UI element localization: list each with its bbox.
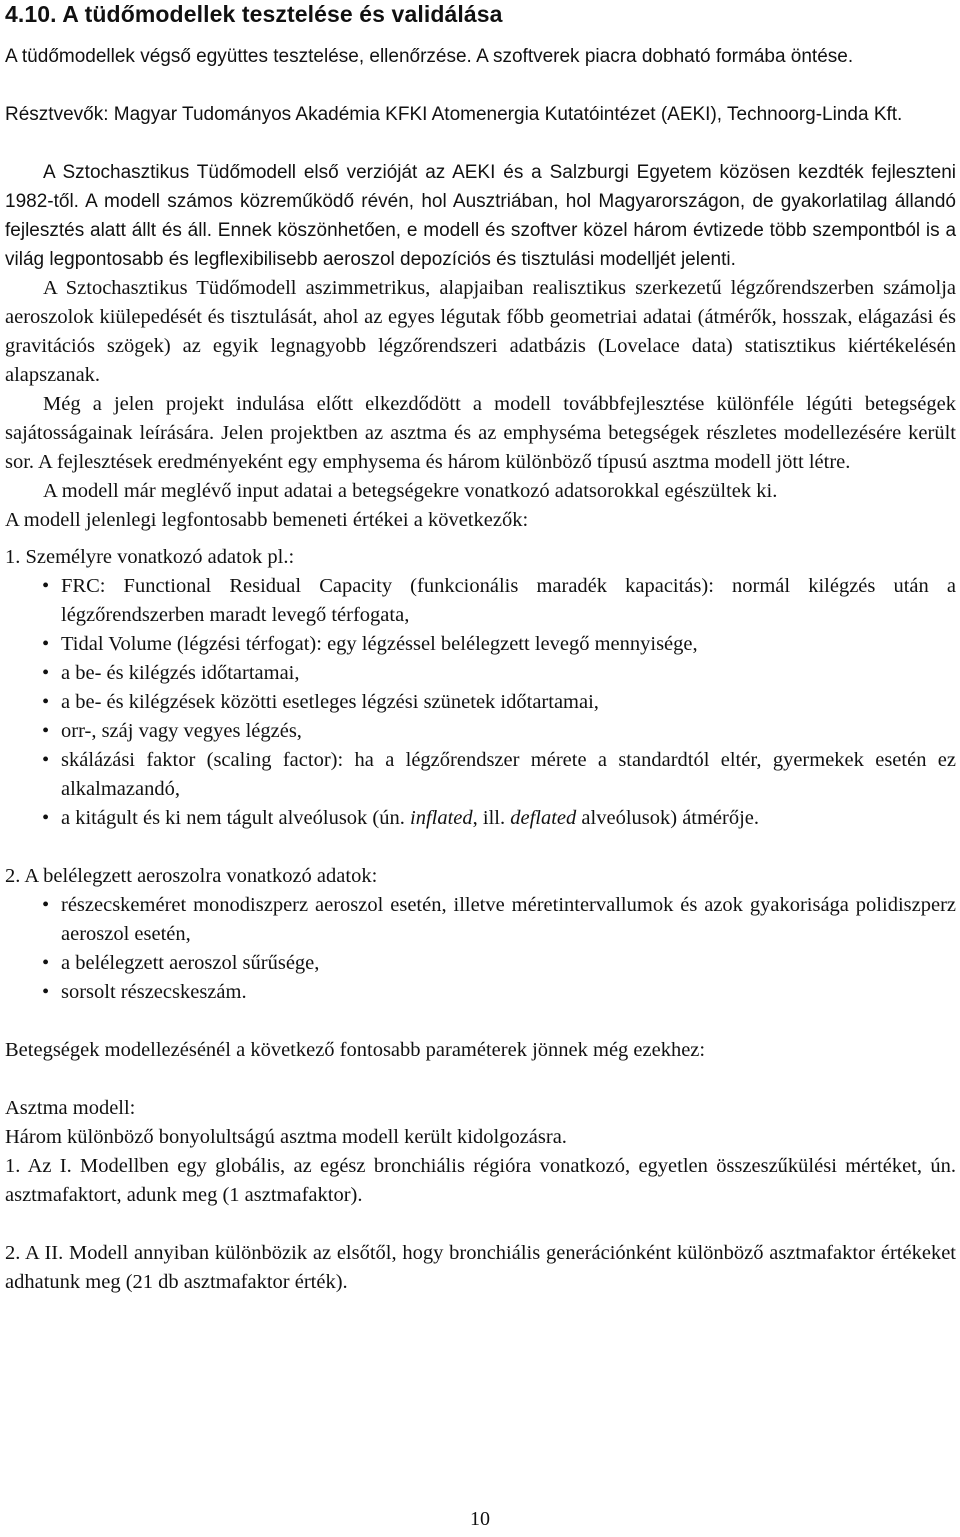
bullet-icon: •	[42, 894, 50, 916]
bullet-icon: •	[42, 691, 50, 713]
list-item-text: FRC: Functional Residual Capacity (funkcionális maradék kapacitás): normál kilégzés után a légzőrendszerben maradt levegő térfogata,	[61, 575, 956, 626]
paragraph-history	[5, 158, 956, 274]
list-item-text: orr-, száj vagy vegyes légzés,	[61, 720, 302, 742]
section-heading: 4.10. A tüdőmodellek tesztelése és validálása	[5, 1, 503, 27]
italic-term-inflated: inflated	[410, 807, 473, 829]
paragraph-input-values-intro: A modell jelenlegi legfontosabb bemeneti értékei a következők:	[5, 509, 529, 531]
list-item-text: Tidal Volume (légzési térfogat): egy légzéssel belélegzett levegő mennyisége,	[61, 633, 698, 655]
bullet-icon: •	[42, 633, 50, 655]
section-1-title: 1. Személyre vonatkozó adatok pl.:	[5, 546, 295, 568]
asthma-model-2: 2. A II. Modell annyiban különbözik az elsőtől, hogy bronchiális generációnként különböző asztmafaktor értékeket adhatunk meg (21 db asztmafaktor érték).	[5, 1242, 956, 1293]
list-item	[5, 659, 956, 688]
list-item-text: a be- és kilégzések közötti esetleges légzési szünetek időtartamai,	[61, 691, 599, 713]
asthma-model-title: Asztma modell:	[5, 1097, 136, 1119]
intro-paragraph: A tüdőmodellek végső együttes tesztelése, ellenőrzése. A szoftverek piacra dobható formába öntése.	[5, 46, 854, 67]
list-item	[5, 746, 956, 804]
participants-paragraph: Résztvevők: Magyar Tudományos Akadémia KFKI Atomenergia Kutatóintézet (AEKI), Technoorg-Linda Kft.	[5, 104, 903, 125]
list-item	[5, 978, 956, 1007]
asthma-model-1: 1. Az I. Modellben egy globális, az egész bronchiális régióra vonatkozó, egyetlen összeszűkülési mértéket, ún. asztmafaktort, adunk meg (1 asztmafaktor).	[5, 1155, 956, 1206]
paragraph-development: Még a jelen projekt indulása előtt elkezdődött a modell továbbfejlesztése különféle légúti betegségek sajátosságainak leírására. Jelen projektben az asztma és az emphyséma betegségek részletes modellezésére került sor. A fejlesztések eredményeként egy emphysema és három különböző típusú asztma modell jött létre.	[5, 393, 956, 473]
paragraph-disease-parameters: Betegségek modellezésénél a következő fontosabb paraméterek jönnek még ezekhez:	[5, 1039, 706, 1061]
list-item-text: a belélegzett aeroszol sűrűsége,	[61, 952, 320, 974]
list-item-text: részecskeméret monodiszperz aeroszol esetén, illetve méretintervallumok és azok gyakorisága polidiszperz aeroszol esetén,	[61, 894, 956, 945]
asthma-model-intro: Három különböző bonyolultságú asztma modell került kidolgozásra.	[5, 1126, 567, 1148]
paragraph-input-data: A modell már meglévő input adatai a betegségekre vonatkozó adatsorokkal egészültek ki.	[43, 480, 778, 502]
list-item-text: sorsolt részecskeszám.	[61, 981, 247, 1003]
list-item	[5, 717, 956, 746]
list-item	[5, 804, 956, 833]
section-2-list	[5, 891, 956, 1007]
paragraph-history-part-3: Ennek köszönhetően, e modell és szoftver közel három évtizede több szempontból is a világ legpontosabb és legflexibilisebb aeroszol depozíciós és tisztulási modelljét jelenti.	[5, 220, 957, 270]
list-item-text: skálázási faktor (scaling factor): ha a légzőrendszer mérete a standardtól eltér, gyermekek esetén ez alkalmazandó,	[61, 749, 956, 800]
bullet-icon: •	[42, 575, 50, 597]
paragraph-history-part-2: A modell számos közreműködő révén, hol Ausztriában, hol Magyarországon, de gyakorlatilag állandó fejlesztés alatt állt és áll.	[5, 191, 956, 241]
list-item-text-part: alveólusok) átmérője.	[576, 807, 760, 829]
paragraph-model-description: A Sztochasztikus Tüdőmodell aszimmetrikus, alapjaiban realisztikus szerkezetű légzőrendszerben számolja aeroszolok kiülepedését és tisztulását, ahol az egyes légutak főbb geometriai adatai (átmérők, hosszak, elágazási és gravitációs szögek) az egyik legnagyobb légzőrendszeri adatbázis (Lovelace data) statisztikus kiértékelésén alapszanak.	[5, 277, 956, 386]
section-2-title: 2. A belélegzett aeroszolra vonatkozó adatok:	[5, 865, 378, 887]
bullet-icon: •	[42, 952, 50, 974]
bullet-icon: •	[42, 749, 50, 771]
list-item-text: a be- és kilégzés időtartamai,	[61, 662, 300, 684]
list-item	[5, 572, 956, 630]
list-item-text-part: , ill.	[472, 807, 511, 829]
section-1-list	[5, 572, 956, 833]
italic-term-deflated: deflated	[510, 807, 577, 829]
document-page	[5, 0, 956, 1297]
list-item	[5, 891, 956, 949]
paragraph-history-part-1: A Sztochasztikus Tüdőmodell első verzióját az AEKI és a Salzburgi Egyetem közösen kezdték fejleszteni 1982-től.	[5, 162, 956, 212]
page-number: 10	[470, 1508, 490, 1530]
bullet-icon: •	[42, 662, 50, 684]
bullet-icon: •	[42, 720, 50, 742]
bullet-icon: •	[42, 807, 50, 829]
list-item-text-part: a kitágult és ki nem tágult alveólusok (ún.	[61, 807, 411, 829]
list-item	[5, 688, 956, 717]
list-item	[5, 949, 956, 978]
list-item	[5, 630, 956, 659]
bullet-icon: •	[42, 981, 50, 1003]
